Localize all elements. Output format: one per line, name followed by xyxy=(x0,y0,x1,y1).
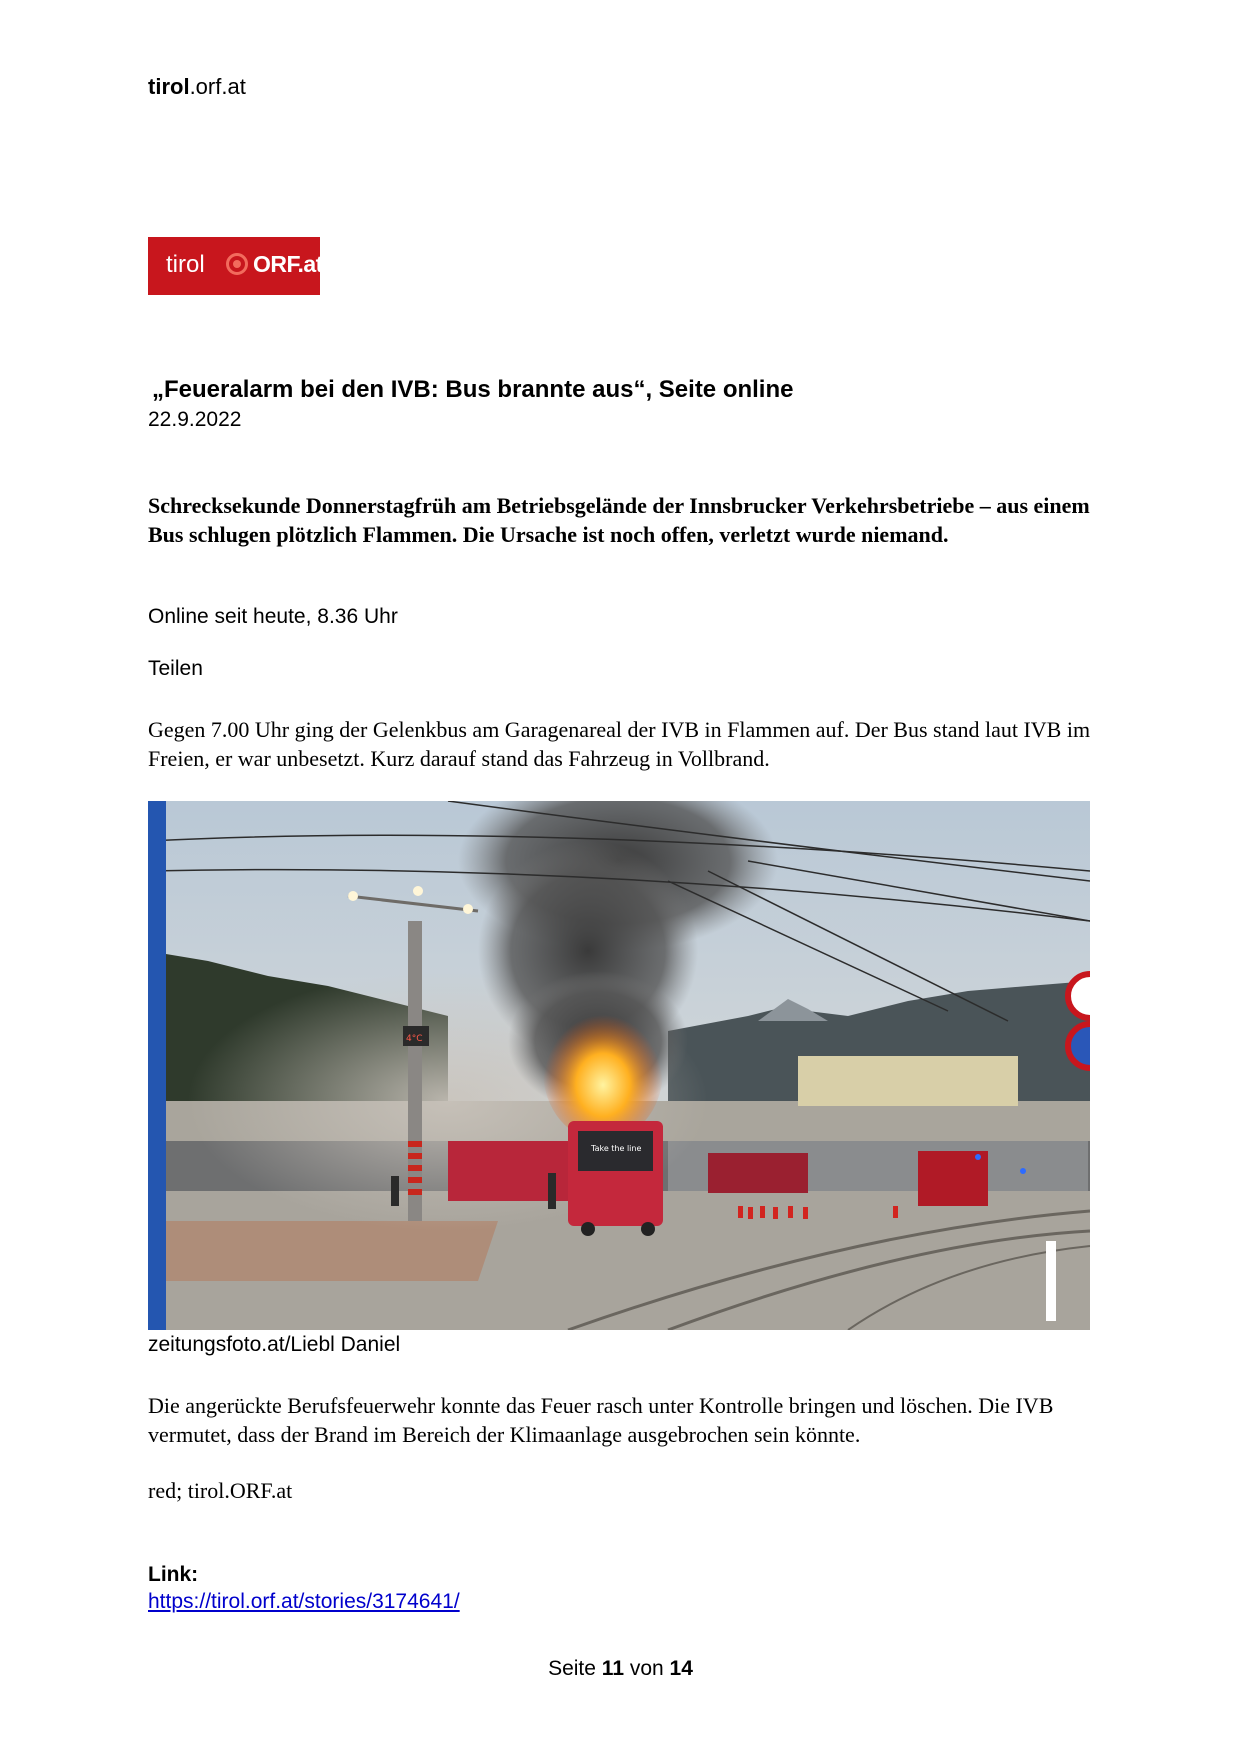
site-name xyxy=(148,74,246,100)
logo-right-text: ORF.at xyxy=(253,251,323,277)
site-name-rest: .orf.at xyxy=(189,74,246,99)
page-middle: von xyxy=(629,1657,664,1680)
article-title: „Feueralarm bei den IVB: Bus brannte aus“, Seite online xyxy=(152,376,794,403)
page-current: 11 xyxy=(601,1657,624,1680)
article-date: 22.9.2022 xyxy=(148,408,242,431)
orf-ring-icon xyxy=(226,253,248,275)
page-prefix: Seite xyxy=(548,1657,596,1680)
bus-ad-text: Take the line xyxy=(591,1144,642,1153)
story-link[interactable]: https://tirol.orf.at/stories/3174641/ xyxy=(148,1590,460,1613)
page-number xyxy=(0,1657,1241,1681)
article-paragraph-1: Gegen 7.00 Uhr ging der Gelenkbus am Garagenareal der IVB in Flammen auf. Der Bus stand laut IVB im Freien, er war unbesetzt. Kurz darauf stand das Fahrzeug in Vollbrand. xyxy=(148,717,1091,771)
photo-credit: zeitungsfoto.at/Liebl Daniel xyxy=(148,1333,401,1356)
page-total: 14 xyxy=(669,1657,693,1680)
article-lead: Schrecksekunde Donnerstagfrüh am Betriebsgelände der Innsbrucker Verkehrsbetriebe – aus einem Bus schlugen plötzlich Flammen. Die Ursache ist noch offen, verletzt wurde niemand. xyxy=(148,493,1090,547)
share-label: Teilen xyxy=(148,657,203,680)
orf-logo xyxy=(148,237,323,295)
online-since: Online seit heute, 8.36 Uhr xyxy=(148,605,398,628)
thermometer-text: 4°C xyxy=(406,1034,423,1044)
site-name-bold: tirol xyxy=(148,74,190,99)
link-label: Link: xyxy=(148,1563,199,1586)
logo-left-text: tirol xyxy=(166,251,205,278)
article-byline: red; tirol.ORF.at xyxy=(148,1478,293,1503)
article-photo xyxy=(148,801,1090,1330)
article-paragraph-2: Die angerückte Berufsfeuerwehr konnte das Feuer rasch unter Kontrolle bringen und löschen. Die IVB vermutet, dass der Brand im Bereich der Klimaanlage ausgebrochen sein könnte. xyxy=(148,1393,1054,1447)
